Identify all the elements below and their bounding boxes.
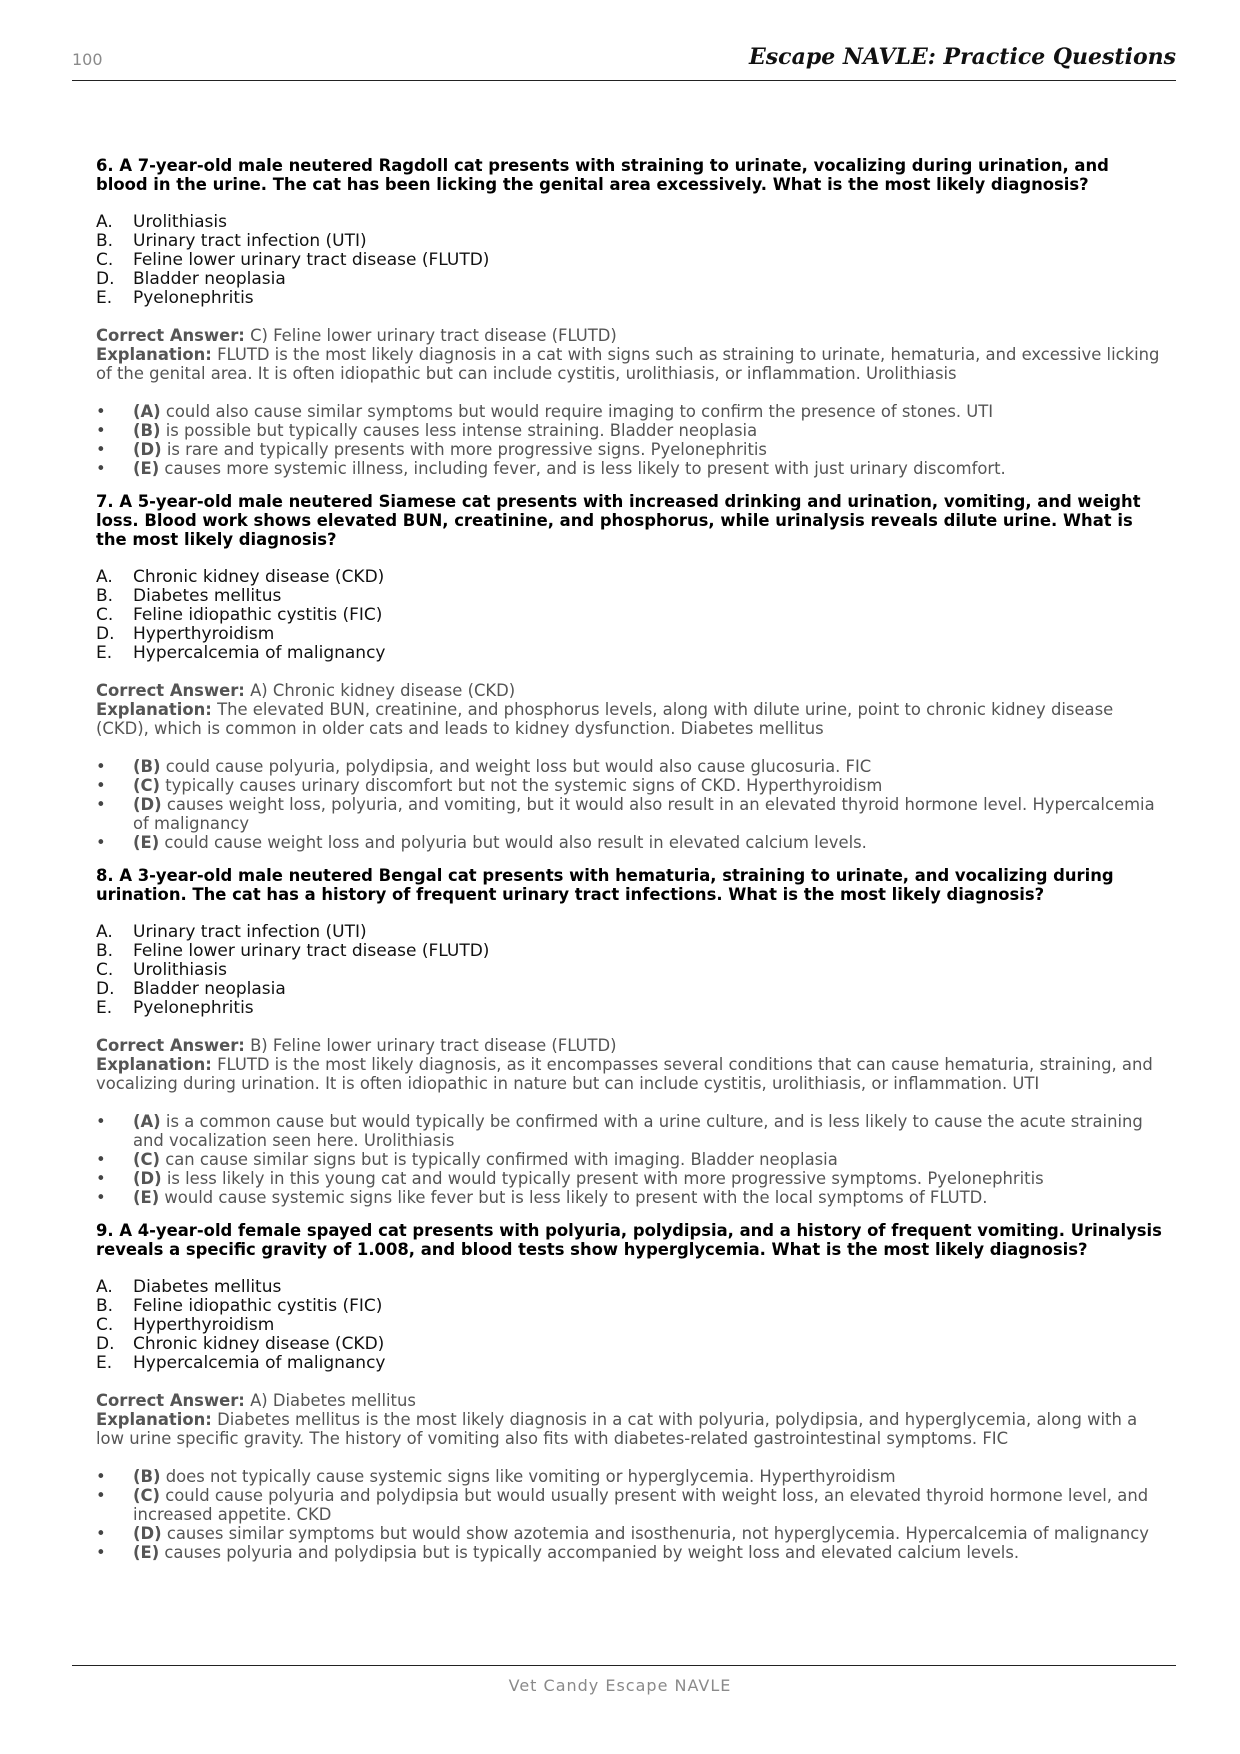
book-title: Escape NAVLE: Practice Questions (749, 44, 1176, 70)
distractor-list (96, 757, 1164, 852)
option-letter: C. (96, 1315, 114, 1335)
question-text: 6. A 7-year-old male neutered Ragdoll cat presents with straining to urinate, vocalizing during urination, and blood in the urine. The cat has been licking the genital area excessively. What is the most likely diagnosis? (96, 156, 1109, 194)
explanation-text: Diabetes mellitus is the most likely diagnosis in a cat with polyuria, polydipsia, and hyperglycemia, along with a low urine specific gravity. The history of vomiting also fits with diabetes-related gastrointestinal symptoms. FIC (96, 1410, 1138, 1448)
distractor-key: (A) (133, 402, 161, 421)
distractor-key: (E) (133, 459, 160, 478)
option-e (96, 999, 1164, 1018)
distractor-item (96, 1467, 1164, 1486)
option-letter: D. (96, 269, 115, 289)
correct-answer (96, 1036, 1164, 1055)
distractor-text: could cause polyuria, polydipsia, and weight loss but would also cause glucosuria. FIC (165, 757, 872, 776)
distractor-text: causes similar symptoms but would show azotemia and isosthenuria, not hyperglycemia. Hypercalcemia of malignancy (166, 1524, 1149, 1543)
explanation-text: FLUTD is the most likely diagnosis, as it encompasses several conditions that can cause hematuria, straining, and vocalizing during urination. It is often idiopathic in nature but can include cystitis, urolithiasis, or inflammation. UTI (96, 1055, 1153, 1093)
distractor-text: does not typically cause systemic signs like vomiting or hyperglycemia. Hyperthyroidism (165, 1467, 896, 1486)
distractor-key: (B) (133, 757, 161, 776)
distractor-item (96, 1188, 1164, 1207)
distractor-key: (E) (133, 1188, 160, 1207)
distractor-text: is rare and typically presents with more progressive signs. Pyelonephritis (166, 440, 767, 459)
page-content (96, 156, 1164, 1576)
distractor-key: (E) (133, 833, 160, 852)
option-letter: B. (96, 231, 114, 251)
correct-answer-label: Correct Answer: (96, 326, 245, 345)
distractor-item (96, 1524, 1164, 1543)
option-text: Urolithiasis (133, 960, 227, 980)
option-a (96, 923, 1164, 942)
distractor-key: (D) (133, 795, 162, 814)
option-letter: E. (96, 643, 113, 663)
option-b (96, 587, 1164, 606)
explanation (96, 345, 1164, 383)
distractor-key: (D) (133, 1524, 162, 1543)
answer-options (96, 568, 1164, 663)
option-letter: B. (96, 941, 114, 961)
option-text: Chronic kidney disease (CKD) (133, 1334, 385, 1354)
explanation-label: Explanation: (96, 1410, 212, 1429)
option-c (96, 961, 1164, 980)
option-text: Bladder neoplasia (133, 269, 286, 289)
option-letter: C. (96, 605, 114, 625)
distractor-item (96, 1169, 1164, 1188)
option-d (96, 270, 1164, 289)
option-letter: A. (96, 567, 113, 587)
distractor-list (96, 1467, 1164, 1562)
explanation-text: The elevated BUN, creatinine, and phosphorus levels, along with dilute urine, point to chronic kidney disease (CKD), which is common in older cats and leads to kidney dysfunction. Diabetes mellitus (96, 700, 1114, 738)
distractor-text: could cause polyuria and polydipsia but would usually present with weight loss, an elevated thyroid hormone level, and increased appetite. CKD (133, 1486, 1149, 1524)
distractor-item (96, 459, 1164, 478)
option-letter: D. (96, 979, 115, 999)
question-8 (96, 866, 1164, 1207)
explanation (96, 1055, 1164, 1093)
distractor-text: causes more systemic illness, including fever, and is less likely to present with just urinary discomfort. (164, 459, 1006, 478)
option-text: Urinary tract infection (UTI) (133, 231, 367, 251)
option-letter: E. (96, 998, 113, 1018)
option-a (96, 1278, 1164, 1297)
option-letter: D. (96, 624, 115, 644)
distractor-text: is possible but typically causes less intense straining. Bladder neoplasia (165, 421, 758, 440)
distractor-text: typically causes urinary discomfort but not the systemic signs of CKD. Hyperthyroidism (165, 776, 883, 795)
distractor-item (96, 402, 1164, 421)
option-d (96, 1335, 1164, 1354)
footer-divider (72, 1665, 1176, 1666)
correct-answer-value: B) Feline lower urinary tract disease (FLUTD) (250, 1036, 617, 1055)
option-c (96, 606, 1164, 625)
option-letter: B. (96, 586, 114, 606)
option-text: Hyperthyroidism (133, 1315, 275, 1335)
page-number: 100 (72, 50, 103, 69)
distractor-item (96, 1112, 1164, 1150)
correct-answer (96, 1391, 1164, 1410)
correct-answer-label: Correct Answer: (96, 1391, 245, 1410)
option-letter: E. (96, 1353, 113, 1373)
distractor-key: (B) (133, 1467, 161, 1486)
explanation-text: FLUTD is the most likely diagnosis in a cat with signs such as straining to urinate, hematuria, and excessive licking of the genital area. It is often idiopathic but can include cystitis, urolithiasis, or inflammation. Urolithiasis (96, 345, 1160, 383)
option-text: Hypercalcemia of malignancy (133, 1353, 386, 1373)
distractor-text: causes weight loss, polyuria, and vomiting, but it would also result in an elevated thyroid hormone level. Hypercalcemia of malignancy (133, 795, 1155, 833)
option-b (96, 942, 1164, 961)
distractor-key: (C) (133, 1486, 161, 1505)
option-letter: C. (96, 960, 114, 980)
distractor-item (96, 795, 1164, 833)
explanation (96, 700, 1164, 738)
answer-options (96, 1278, 1164, 1373)
option-text: Urolithiasis (133, 212, 227, 232)
distractor-key: (B) (133, 421, 161, 440)
option-c (96, 251, 1164, 270)
distractor-text: causes polyuria and polydipsia but is typically accompanied by weight loss and elevated calcium levels. (164, 1543, 1020, 1562)
explanation-label: Explanation: (96, 1055, 212, 1074)
option-text: Pyelonephritis (133, 998, 254, 1018)
distractor-text: would cause systemic signs like fever but is less likely to present with the local symptoms of FLUTD. (164, 1188, 988, 1207)
option-text: Pyelonephritis (133, 288, 254, 308)
distractor-item (96, 1543, 1164, 1562)
correct-answer-label: Correct Answer: (96, 1036, 245, 1055)
distractor-item (96, 776, 1164, 795)
correct-answer-label: Correct Answer: (96, 681, 245, 700)
option-text: Chronic kidney disease (CKD) (133, 567, 385, 587)
option-text: Urinary tract infection (UTI) (133, 922, 367, 942)
option-text: Bladder neoplasia (133, 979, 286, 999)
option-d (96, 625, 1164, 644)
distractor-item (96, 1150, 1164, 1169)
option-e (96, 1354, 1164, 1373)
question-text: 8. A 3-year-old male neutered Bengal cat presents with hematuria, straining to urinate, and vocalizing during urination. The cat has a history of frequent urinary tract infections. What is the most likely diagnosis? (96, 866, 1114, 904)
option-letter: A. (96, 212, 113, 232)
option-text: Hyperthyroidism (133, 624, 275, 644)
option-a (96, 213, 1164, 232)
option-letter: A. (96, 1277, 113, 1297)
distractor-text: can cause similar signs but is typically confirmed with imaging. Bladder neoplasia (165, 1150, 838, 1169)
option-letter: D. (96, 1334, 115, 1354)
option-c (96, 1316, 1164, 1335)
option-letter: B. (96, 1296, 114, 1316)
distractor-item (96, 757, 1164, 776)
page-footer: Vet Candy Escape NAVLE (508, 1676, 732, 1695)
question-text: 7. A 5-year-old male neutered Siamese cat presents with increased drinking and urination, vomiting, and weight loss. Blood work shows elevated BUN, creatinine, and phosphorus, while urinalysis reveals dilute urine. What is the most likely diagnosis? (96, 492, 1141, 549)
option-text: Feline idiopathic cystitis (FIC) (133, 605, 383, 625)
answer-options (96, 213, 1164, 308)
distractor-text: is a common cause but would typically be confirmed with a urine culture, and is less likely to cause the acute straining and vocalization seen here. Urolithiasis (133, 1112, 1143, 1150)
correct-answer (96, 681, 1164, 700)
option-text: Hypercalcemia of malignancy (133, 643, 386, 663)
distractor-key: (C) (133, 1150, 161, 1169)
distractor-item (96, 421, 1164, 440)
option-b (96, 1297, 1164, 1316)
option-letter: E. (96, 288, 113, 308)
correct-answer-value: C) Feline lower urinary tract disease (FLUTD) (250, 326, 617, 345)
distractor-list (96, 1112, 1164, 1207)
distractor-item (96, 833, 1164, 852)
correct-answer-value: A) Diabetes mellitus (250, 1391, 416, 1410)
distractor-key: (D) (133, 440, 162, 459)
question-7 (96, 492, 1164, 852)
question-9 (96, 1221, 1164, 1562)
option-e (96, 289, 1164, 308)
distractor-item (96, 440, 1164, 459)
option-letter: C. (96, 250, 114, 270)
explanation-label: Explanation: (96, 345, 212, 364)
option-d (96, 980, 1164, 999)
option-e (96, 644, 1164, 663)
correct-answer-value: A) Chronic kidney disease (CKD) (250, 681, 516, 700)
distractor-text: could cause weight loss and polyuria but would also result in elevated calcium levels. (164, 833, 867, 852)
distractor-key: (A) (133, 1112, 161, 1131)
option-letter: A. (96, 922, 113, 942)
option-b (96, 232, 1164, 251)
explanation (96, 1410, 1164, 1448)
option-text: Feline idiopathic cystitis (FIC) (133, 1296, 383, 1316)
question-6 (96, 156, 1164, 478)
distractor-item (96, 1486, 1164, 1524)
distractor-key: (E) (133, 1543, 160, 1562)
option-text: Diabetes mellitus (133, 586, 282, 606)
explanation-label: Explanation: (96, 700, 212, 719)
option-text: Feline lower urinary tract disease (FLUTD) (133, 250, 490, 270)
distractor-key: (D) (133, 1169, 162, 1188)
option-a (96, 568, 1164, 587)
distractor-key: (C) (133, 776, 161, 795)
question-text: 9. A 4-year-old female spayed cat presents with polyuria, polydipsia, and a history of frequent vomiting. Urinalysis reveals a specific gravity of 1.008, and blood tests show hyperglycemia. What is the most likely diagnosis? (96, 1221, 1162, 1259)
distractor-text: could also cause similar symptoms but would require imaging to confirm the presence of stones. UTI (165, 402, 994, 421)
answer-options (96, 923, 1164, 1018)
distractor-text: is less likely in this young cat and would typically present with more progressive symptoms. Pyelonephritis (166, 1169, 1044, 1188)
option-text: Feline lower urinary tract disease (FLUTD) (133, 941, 490, 961)
option-text: Diabetes mellitus (133, 1277, 282, 1297)
page-header (72, 40, 1176, 81)
distractor-list (96, 402, 1164, 478)
correct-answer (96, 326, 1164, 345)
